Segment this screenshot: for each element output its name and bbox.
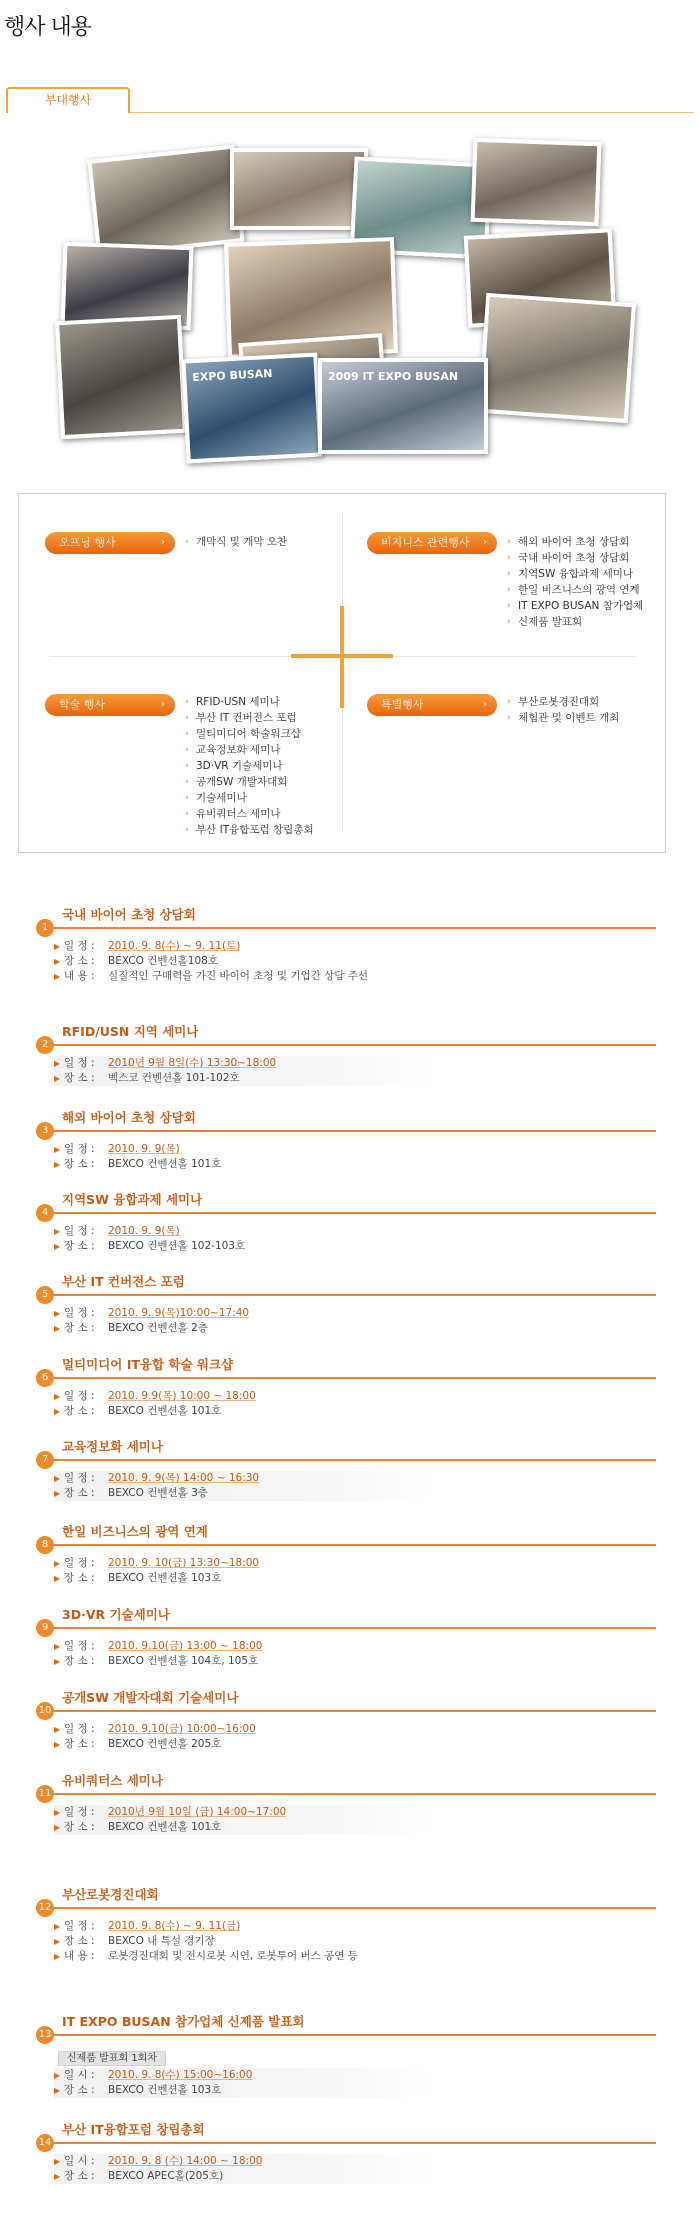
event-title: 멀티미디어 IT융합 학술 워크샵 xyxy=(62,1357,234,1372)
photo-banner-text: 2009 IT EXPO BUSAN xyxy=(328,370,459,383)
event-info-row xyxy=(54,1571,259,1586)
event-number-badge: 12 xyxy=(36,1899,54,1917)
photo-image xyxy=(482,297,631,419)
arrow-bullet-icon: ▶ xyxy=(54,1725,61,1734)
tab-underline xyxy=(130,112,694,113)
event-title: RFID/USN 지역 세미나 xyxy=(62,1024,199,1039)
bullet-chevron-icon: › xyxy=(507,569,511,579)
photo-banner-text: EXPO BUSAN xyxy=(191,366,273,385)
event-info-row xyxy=(54,939,368,954)
event-photo xyxy=(471,138,602,226)
event-info xyxy=(54,1919,358,1964)
event-info-label: 장 소 : xyxy=(64,1240,95,1252)
arrow-bullet-icon: ▶ xyxy=(54,1074,61,1083)
overview-list-item xyxy=(185,694,314,710)
event-title: 해외 바이어 초청 상담회 xyxy=(62,1110,196,1125)
category-business-button[interactable] xyxy=(367,532,497,554)
event-info xyxy=(54,1556,259,1586)
event-number-badge: 7 xyxy=(36,1451,54,1469)
bullet-chevron-icon: › xyxy=(507,553,511,563)
event-title-underline xyxy=(48,1907,656,1909)
event-info-label: 일 정 : xyxy=(64,1057,95,1069)
event-info-row xyxy=(54,1654,262,1669)
event-info-row xyxy=(54,1239,245,1254)
event-info-row xyxy=(54,1805,434,1820)
overview-item-text: 공개SW 개발자대회 xyxy=(196,776,288,788)
event-date: 2010. 9.9(목) 10:00 ~ 18:00 xyxy=(108,1390,256,1402)
overview-list-item xyxy=(185,822,314,838)
category-special-button[interactable] xyxy=(367,694,497,716)
bullet-chevron-icon: › xyxy=(507,713,511,723)
photo-image xyxy=(65,246,190,326)
event-info xyxy=(54,1306,249,1336)
overview-item-text: 부산로봇경진대회 xyxy=(518,696,600,708)
event-info-label: 일 정 : xyxy=(64,1472,95,1484)
event-info xyxy=(54,1389,256,1419)
event-info-label: 장 소 : xyxy=(64,1935,95,1947)
event-info-row xyxy=(54,1157,221,1172)
category-business-list xyxy=(507,534,643,630)
event-title: 부산 IT 컨버전스 포럼 xyxy=(62,1274,185,1289)
event-photo xyxy=(478,293,636,423)
event-info-label: 일 정 : xyxy=(64,1143,95,1155)
event-title: 3D·VR 기술세미나 xyxy=(62,1607,170,1622)
event-info-label: 장 소 : xyxy=(64,1572,95,1584)
event-info xyxy=(54,1805,434,1835)
event-info-label: 장 소 : xyxy=(64,2170,95,2182)
category-opening-list xyxy=(185,534,287,550)
event-info-label: 일 정 : xyxy=(64,1640,95,1652)
overview-item-text: IT EXPO BUSAN 참가업체 xyxy=(518,600,644,612)
overview-list-item xyxy=(507,614,643,630)
photo-image xyxy=(92,149,241,253)
overview-list-item xyxy=(507,694,619,710)
event-number-badge: 9 xyxy=(36,1619,54,1637)
arrow-bullet-icon: ▶ xyxy=(54,1324,61,1333)
event-title-underline xyxy=(48,1130,656,1132)
event-info-row xyxy=(54,1224,245,1239)
overview-item-text: 한일 비즈니스의 광역 연계 xyxy=(518,584,640,596)
overview-item-text: 기술세미나 xyxy=(196,792,247,804)
overview-item-text: 지역SW 융합과제 세미나 xyxy=(518,568,634,580)
overview-list-item xyxy=(507,710,619,726)
overview-item-text: 3D·VR 기술세미나 xyxy=(196,760,283,772)
bullet-chevron-icon: › xyxy=(185,537,189,547)
overview-list-item xyxy=(185,806,314,822)
event-title-underline xyxy=(48,1710,656,1712)
bullet-chevron-icon: › xyxy=(507,617,511,627)
event-info-label: 일 정 : xyxy=(64,940,95,952)
arrow-bullet-icon: ▶ xyxy=(54,1642,61,1651)
event-title-underline xyxy=(48,1377,656,1379)
overview-list-item xyxy=(185,774,314,790)
event-title: 공개SW 개발자대회 기술세미나 xyxy=(62,1690,239,1705)
photo-image xyxy=(475,142,598,222)
arrow-bullet-icon: ▶ xyxy=(54,1808,61,1817)
overview-list-item xyxy=(507,582,643,598)
arrow-bullet-icon: ▶ xyxy=(54,1145,61,1154)
event-title-underline xyxy=(48,1793,656,1795)
event-info-value: BEXCO APEC홀(205호) xyxy=(108,2170,224,2182)
bullet-chevron-icon: › xyxy=(185,729,189,739)
overview-item-text: 교육정보화 세미나 xyxy=(196,744,281,756)
event-title: 한일 비즈니스의 광역 연계 xyxy=(62,1524,208,1539)
event-title: 국내 바이어 초청 상담회 xyxy=(62,907,196,922)
arrow-bullet-icon: ▶ xyxy=(54,1574,61,1583)
overview-item-text: 해외 바이어 초청 상담회 xyxy=(518,536,630,548)
arrow-bullet-icon: ▶ xyxy=(54,1392,61,1401)
event-info xyxy=(54,939,368,984)
event-info-row xyxy=(54,1919,358,1934)
event-info-row xyxy=(54,954,368,969)
overview-list-item xyxy=(185,710,314,726)
event-info-value: 벡스코 컨벤션홀 101-102호 xyxy=(108,1072,240,1084)
event-info-row xyxy=(54,1722,256,1737)
arrow-bullet-icon: ▶ xyxy=(54,1952,61,1961)
arrow-bullet-icon: ▶ xyxy=(54,972,61,981)
overview-list-item xyxy=(507,566,643,582)
event-number-badge: 2 xyxy=(36,1036,54,1054)
event-date: 2010. 9. 9(목) xyxy=(108,1143,180,1155)
event-info-label: 장 소 : xyxy=(64,1405,95,1417)
event-info-row xyxy=(54,2083,434,2098)
event-number-badge: 1 xyxy=(36,919,54,937)
event-title-underline xyxy=(48,1044,656,1046)
arrow-bullet-icon: ▶ xyxy=(54,957,61,966)
event-info-row xyxy=(54,1056,434,1071)
event-date: 2010. 9. 8(수) ~ 9. 11(금) xyxy=(108,1920,241,1932)
event-number-badge: 8 xyxy=(36,1536,54,1554)
event-info-value: BEXCO 내 특설 경기장 xyxy=(108,1935,215,1947)
arrow-bullet-icon: ▶ xyxy=(54,1059,61,1068)
event-photo xyxy=(230,148,368,230)
event-photo xyxy=(87,145,244,258)
event-info-label: 일 정 : xyxy=(64,1390,95,1402)
event-date: 2010. 9. 8(수) ~ 9. 11(토) xyxy=(108,940,241,952)
overview-item-text: 부산 IT융합포럼 창립총회 xyxy=(196,824,314,836)
category-academic-label: 학술 행사 xyxy=(59,698,106,711)
overview-list-item xyxy=(185,790,314,806)
arrow-bullet-icon: ▶ xyxy=(54,1922,61,1931)
chevron-right-icon: › xyxy=(161,537,165,548)
event-info-row xyxy=(54,2169,434,2184)
event-date: 2010. 9.10(금) 10:00~16:00 xyxy=(108,1723,256,1735)
event-date: 2010. 9. 9(목)10:00~17:40 xyxy=(108,1307,250,1319)
arrow-bullet-icon: ▶ xyxy=(54,2172,61,2181)
overview-list-item xyxy=(185,534,287,550)
overview-list-item xyxy=(507,550,643,566)
bullet-chevron-icon: › xyxy=(185,809,189,819)
arrow-bullet-icon: ▶ xyxy=(54,942,61,951)
overview-item-text: 체험관 및 이벤트 개최 xyxy=(518,712,620,724)
event-date: 2010. 9. 8 (수) 14:00 ~ 18:00 xyxy=(108,2155,263,2167)
event-info-label: 장 소 : xyxy=(64,1322,95,1334)
event-info-row xyxy=(54,969,368,984)
arrow-bullet-icon: ▶ xyxy=(54,2157,61,2166)
event-date: 2010. 9. 9(목) xyxy=(108,1225,180,1237)
arrow-bullet-icon: ▶ xyxy=(54,1740,61,1749)
category-special-list xyxy=(507,694,619,726)
event-info-label: 일 시 : xyxy=(64,2069,95,2081)
event-info-label: 장 소 : xyxy=(64,1158,95,1170)
event-info-value: BEXCO 컨벤션홀 101호 xyxy=(108,1158,222,1170)
overview-list-item xyxy=(185,726,314,742)
event-info-row xyxy=(54,1934,358,1949)
event-info-label: 장 소 : xyxy=(64,1487,95,1499)
category-opening-button[interactable] xyxy=(45,532,175,554)
overview-item-text: 개막식 및 개막 오찬 xyxy=(196,536,288,548)
event-info-value: BEXCO 컨벤션홀 205호 xyxy=(108,1738,222,1750)
arrow-bullet-icon: ▶ xyxy=(54,1823,61,1832)
event-number-badge: 13 xyxy=(36,2026,54,2044)
event-date: 2010. 9. 9(목) 14:00 ~ 16:30 xyxy=(108,1472,260,1484)
arrow-bullet-icon: ▶ xyxy=(54,1937,61,1946)
event-info-row xyxy=(54,1321,249,1336)
event-info xyxy=(54,1056,434,1086)
event-title-underline xyxy=(48,1544,656,1546)
event-info-label: 장 소 : xyxy=(64,1072,95,1084)
event-title: 교육정보화 세미나 xyxy=(62,1439,163,1454)
event-info-label: 내 용 : xyxy=(64,970,95,982)
overview-item-text: 유비쿼터스 세미나 xyxy=(196,808,281,820)
event-title-underline xyxy=(48,927,656,929)
overview-list-item xyxy=(507,534,643,550)
photo-image xyxy=(59,319,183,435)
event-info-label: 일 정 : xyxy=(64,1806,95,1818)
chevron-right-icon: › xyxy=(161,699,165,710)
bullet-chevron-icon: › xyxy=(185,793,189,803)
event-info-label: 일 정 : xyxy=(64,1307,95,1319)
overview-item-text: RFID·USN 세미나 xyxy=(196,696,280,708)
event-title-underline xyxy=(48,1459,656,1461)
arrow-bullet-icon: ▶ xyxy=(54,2086,61,2095)
event-date: 2010년 9월 10일 (금) 14:00~17:00 xyxy=(108,1806,287,1818)
event-number-badge: 14 xyxy=(36,2134,54,2152)
event-info-row xyxy=(54,1820,434,1835)
event-info-row xyxy=(54,1071,434,1086)
bullet-chevron-icon: › xyxy=(507,585,511,595)
event-number-badge: 6 xyxy=(36,1369,54,1387)
event-info xyxy=(54,1639,262,1669)
event-title: 부산로봇경진대회 xyxy=(62,1887,159,1902)
arrow-bullet-icon: ▶ xyxy=(54,1160,61,1169)
event-info-value: BEXCO 컨벤션홀 101호 xyxy=(108,1821,222,1833)
arrow-bullet-icon: ▶ xyxy=(54,1227,61,1236)
event-number-badge: 5 xyxy=(36,1286,54,1304)
arrow-bullet-icon: ▶ xyxy=(54,1309,61,1318)
arrow-bullet-icon: ▶ xyxy=(54,1657,61,1666)
event-info-row xyxy=(54,1556,259,1571)
event-info-value: BEXCO 컨벤션홀 103호 xyxy=(108,1572,222,1584)
events-overview-panel xyxy=(18,493,666,853)
category-academic-list xyxy=(185,694,314,838)
event-info xyxy=(54,2154,434,2184)
event-info-label: 일 정 : xyxy=(64,1225,95,1237)
event-info xyxy=(54,2046,434,2098)
arrow-bullet-icon: ▶ xyxy=(54,1489,61,1498)
bullet-chevron-icon: › xyxy=(185,713,189,723)
event-info-value: BEXCO 컨벤션홀 2층 xyxy=(108,1322,208,1334)
event-info-value: BEXCO 컨벤션홀 3층 xyxy=(108,1487,208,1499)
event-photo xyxy=(181,353,322,464)
event-number-badge: 10 xyxy=(36,1702,54,1720)
event-date: 2010. 9.10(금) 13:00 ~ 18:00 xyxy=(108,1640,263,1652)
event-info-value: BEXCO 컨벤션홀108호 xyxy=(108,955,218,967)
event-info-row xyxy=(54,1404,256,1419)
event-date: 2010. 9. 10(금) 13:30~18:00 xyxy=(108,1557,260,1569)
event-info-value: 로봇경진대회 및 전시로봇 시연, 로봇투어 버스 공연 등 xyxy=(108,1950,358,1962)
chevron-right-icon: › xyxy=(483,537,487,548)
event-info-value: BEXCO 컨벤션홀 101호 xyxy=(108,1405,222,1417)
event-info xyxy=(54,1722,256,1752)
event-info-row xyxy=(54,2154,434,2169)
event-info-row xyxy=(54,1486,434,1501)
overview-item-text: 신제품 발표회 xyxy=(518,616,583,628)
bullet-chevron-icon: › xyxy=(185,697,189,707)
overview-item-text: 부산 IT 컨버전스 포럼 xyxy=(196,712,297,724)
photo-image xyxy=(234,152,364,226)
overview-list-item xyxy=(507,598,643,614)
overview-item-text: 멀티미디어 학술워크샵 xyxy=(196,728,301,740)
category-business-label: 비지니스 관련행사 xyxy=(381,536,470,549)
plus-decoration-v xyxy=(340,606,344,708)
event-info-label: 내 용 : xyxy=(64,1950,95,1962)
event-info-label: 장 소 : xyxy=(64,1655,95,1667)
bullet-chevron-icon: › xyxy=(185,745,189,755)
event-title-underline xyxy=(48,1294,656,1296)
event-title-underline xyxy=(48,2034,656,2036)
event-number-badge: 4 xyxy=(36,1204,54,1222)
event-info xyxy=(54,1471,434,1501)
event-number-badge: 11 xyxy=(36,1785,54,1803)
event-title-underline xyxy=(48,1212,656,1214)
event-title-underline xyxy=(48,1627,656,1629)
arrow-bullet-icon: ▶ xyxy=(54,1407,61,1416)
event-title: IT EXPO BUSAN 참가업체 신제품 발표회 xyxy=(62,2014,305,2029)
overview-list-item xyxy=(185,742,314,758)
event-info xyxy=(54,1224,245,1254)
category-academic-button[interactable] xyxy=(45,694,175,716)
bullet-chevron-icon: › xyxy=(185,825,189,835)
arrow-bullet-icon: ▶ xyxy=(54,2071,61,2080)
event-date: 2010. 9. 8(수) 15:00~16:00 xyxy=(108,2069,253,2081)
arrow-bullet-icon: ▶ xyxy=(54,1559,61,1568)
event-info-value: 실질적인 구매력을 가진 바이어 초청 및 기업간 상담 주선 xyxy=(108,970,368,982)
section-tab-bar xyxy=(6,87,694,113)
event-title: 부산 IT융합포럼 창립총회 xyxy=(62,2122,205,2137)
event-date: 2010년 9월 8일(수) 13:30~18:00 xyxy=(108,1057,277,1069)
event-info-row xyxy=(54,1306,249,1321)
event-info-row xyxy=(54,2068,434,2083)
bullet-chevron-icon: › xyxy=(185,777,189,787)
page-title: 행사 내용 xyxy=(4,15,92,40)
event-info-label: 장 소 : xyxy=(64,1821,95,1833)
event-info-row xyxy=(54,1142,221,1157)
event-info-value: BEXCO 컨벤션홀 103호 xyxy=(108,2084,222,2096)
chevron-right-icon: › xyxy=(483,699,487,710)
event-info-label: 일 정 : xyxy=(64,1723,95,1735)
event-info-label: 장 소 : xyxy=(64,955,95,967)
tab-side-events[interactable]: 부대행사 xyxy=(6,87,130,113)
bullet-chevron-icon: › xyxy=(507,697,511,707)
event-info-row xyxy=(54,1639,262,1654)
event-info-value: BEXCO 컨벤션홀 104호, 105호 xyxy=(108,1655,259,1667)
category-opening-label: 오프닝 행사 xyxy=(59,536,116,549)
arrow-bullet-icon: ▶ xyxy=(54,1242,61,1251)
event-info-row xyxy=(54,1949,358,1964)
event-info-label: 장 소 : xyxy=(64,1738,95,1750)
event-info-row xyxy=(54,1389,256,1404)
event-title: 유비쿼터스 세미나 xyxy=(62,1773,163,1788)
event-info-row xyxy=(54,1737,256,1752)
overview-list-item xyxy=(185,758,314,774)
bullet-chevron-icon: › xyxy=(507,537,511,547)
event-info-label: 장 소 : xyxy=(64,2084,95,2096)
arrow-bullet-icon: ▶ xyxy=(54,1474,61,1483)
event-info-label: 일 시 : xyxy=(64,2155,95,2167)
bullet-chevron-icon: › xyxy=(507,601,511,611)
event-title-underline xyxy=(48,2142,656,2144)
category-special-label: 특별행사 xyxy=(381,698,424,711)
overview-item-text: 국내 바이어 초청 상담회 xyxy=(518,552,630,564)
event-photo xyxy=(318,358,488,454)
event-photo xyxy=(55,315,187,439)
event-number-badge: 3 xyxy=(36,1122,54,1140)
event-title: 지역SW 융합과제 세미나 xyxy=(62,1192,203,1207)
photo-collage xyxy=(62,140,632,460)
event-info-label: 일 정 : xyxy=(64,1920,95,1932)
event-session-label: 신제품 발표회 1회차 xyxy=(58,2051,166,2066)
bullet-chevron-icon: › xyxy=(185,761,189,771)
event-info-label: 일 정 : xyxy=(64,1557,95,1569)
event-info-value: BEXCO 컨벤션홀 102-103호 xyxy=(108,1240,246,1252)
event-info xyxy=(54,1142,221,1172)
event-info-row xyxy=(54,1471,434,1486)
